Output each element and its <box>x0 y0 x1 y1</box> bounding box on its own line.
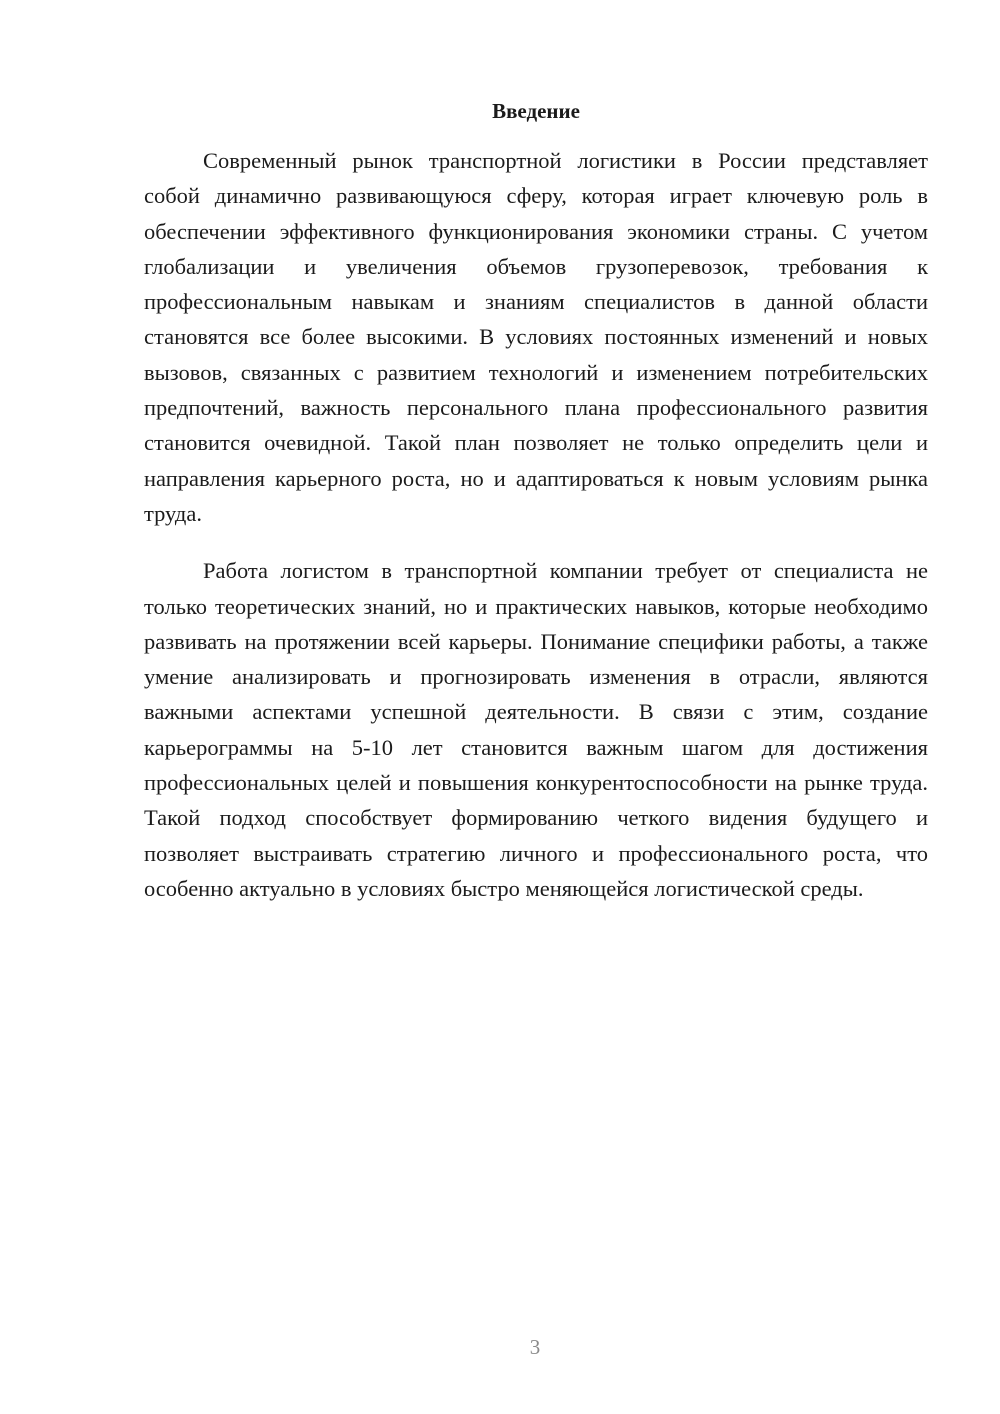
paragraph-2: Работа логистом в транспортной компании требует от специалиста не только теоретических знаний, но и практических навыков, которые необходимо развивать на протяжении всей карьеры. Понимание специфики работы, а также умение анализировать и прогнозировать изменения в отрасли, являются важными аспектами успешной деятельности. В связи с этим, создание карьерограммы на 5-10 лет становится важным шагом для достижения профессиональных целей и повышения конкурентоспособности на рынке труда. Такой подход способствует формированию четкого видения будущего и позволяет выстраивать стратегию личного и профессионального роста, что особенно актуально в условиях быстро меняющейся логистической среды. <box>144 558 928 901</box>
section-heading: Введение <box>492 99 580 123</box>
paragraph-1: Современный рынок транспортной логистики в России представляет собой динамично развивающуюся сферу, которая играет ключевую роль в обеспечении эффективного функционирования экономики страны. С учетом глобализации и увеличения объемов грузоперевозок, требования к профессиональным навыкам и знаниям специалистов в данной области становятся все более высокими. В условиях постоянных изменений и новых вызовов, связанных с развитием технологий и изменением потребительских предпочтений, важность персонального плана профессионального развития становится очевидной. Такой план позволяет не только определить цели и направления карьерного роста, но и адаптироваться к новым условиям рынка труда. <box>144 148 928 526</box>
page-content <box>144 96 928 906</box>
page-number: 3 <box>529 1335 541 1359</box>
